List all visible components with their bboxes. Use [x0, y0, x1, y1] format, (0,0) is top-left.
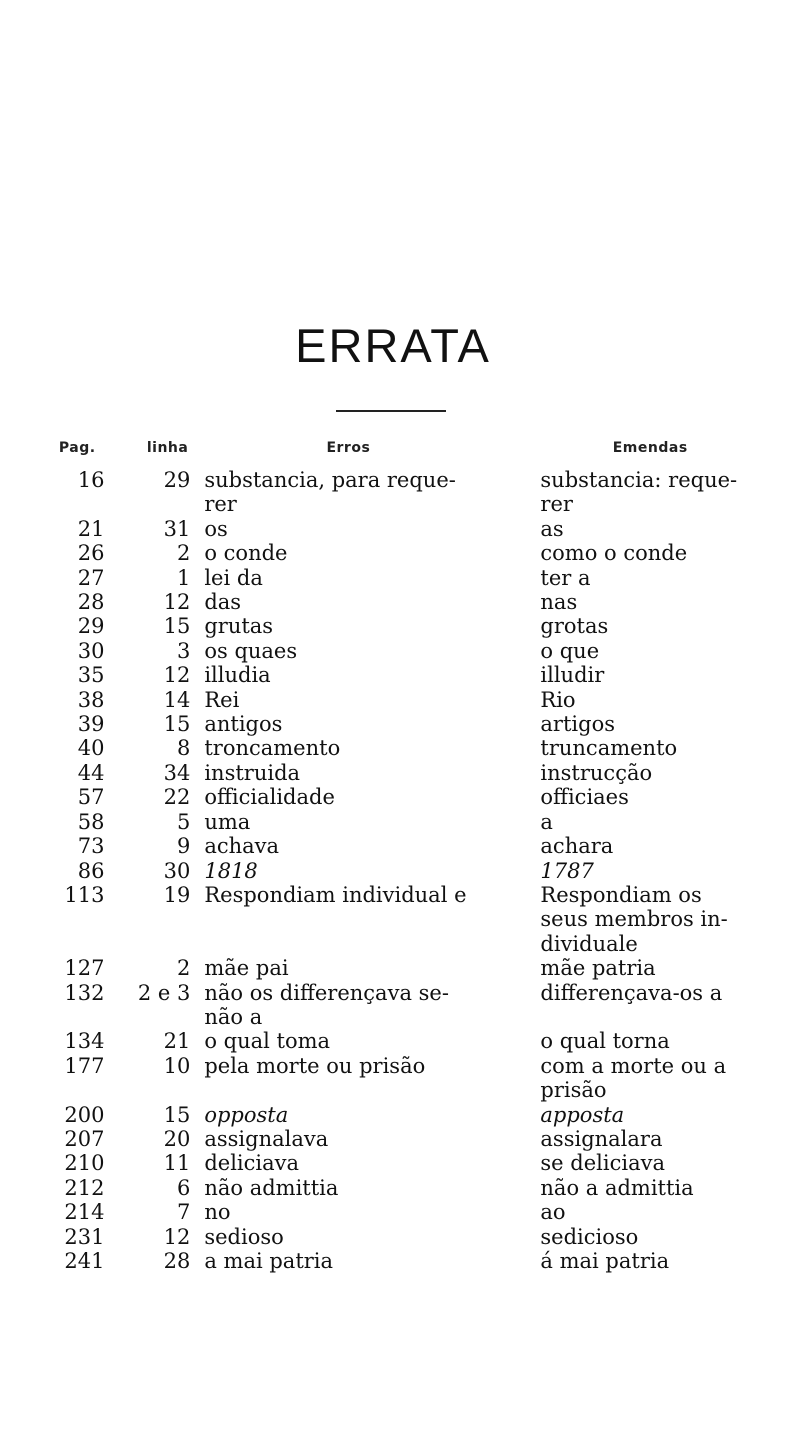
line-number: 3: [176, 638, 191, 663]
errata-row: [40, 1151, 800, 1175]
line-number: 34: [163, 760, 191, 785]
line-number: 19: [163, 882, 191, 907]
errata-row: [40, 834, 800, 858]
page-number: 214: [64, 1200, 105, 1225]
page-number: 21: [77, 516, 105, 541]
line-number: 31: [163, 516, 191, 541]
errata-row: [40, 981, 800, 1030]
page-number: 132: [64, 980, 105, 1005]
correction-text: não a admittia: [540, 1175, 694, 1200]
error-text: das: [204, 590, 242, 615]
page-number: 207: [64, 1126, 105, 1151]
line-number: 8: [176, 736, 191, 761]
page-number: 210: [64, 1151, 105, 1176]
error-text: antigos: [204, 712, 283, 737]
error-text: não os differençava se- não a: [204, 980, 449, 1029]
correction-text: mãe patria: [540, 956, 656, 981]
line-number: 22: [163, 785, 191, 810]
errata-header-row: [40, 440, 800, 468]
error-text: assignalava: [204, 1126, 329, 1151]
correction-text: officiaes: [540, 785, 629, 810]
errata-row: [40, 541, 800, 565]
errata-row: [40, 614, 800, 638]
correction-text: á mai patria: [540, 1249, 670, 1273]
error-text: officialidade: [204, 785, 335, 810]
correction-text: Respondiam os seus membros in- dividuale: [540, 882, 728, 956]
page-number: 86: [77, 858, 105, 883]
errata-row: [40, 859, 800, 883]
page-number: 16: [77, 468, 105, 492]
correction-text: illudir: [540, 663, 605, 688]
error-text: opposta: [204, 1102, 289, 1127]
error-text: sedioso: [204, 1224, 284, 1249]
line-number: 12: [163, 1224, 191, 1249]
errata-row: [40, 785, 800, 809]
correction-text: o qual torna: [540, 1029, 670, 1054]
error-text: o conde: [204, 541, 288, 566]
page-number: 212: [64, 1175, 105, 1200]
correction-text: apposta: [540, 1102, 625, 1127]
line-number: 29: [163, 468, 191, 492]
title-rule: [336, 410, 446, 412]
errata-row: [40, 712, 800, 736]
line-number: 7: [176, 1200, 191, 1225]
line-number: 30: [163, 858, 191, 883]
line-number: 1: [176, 565, 191, 590]
page-number: 58: [77, 809, 105, 834]
correction-text: com a morte ou a prisão: [540, 1053, 727, 1103]
page-number: 40: [77, 736, 105, 761]
page-number: 113: [64, 882, 105, 907]
line-number: 21: [163, 1029, 191, 1054]
page-number: 27: [77, 565, 105, 590]
header-pag: Pag.: [58, 440, 96, 456]
line-number: 15: [163, 614, 191, 639]
error-text: achava: [204, 834, 280, 859]
errata-row: [40, 883, 800, 956]
errata-row: [40, 688, 800, 712]
page-number: 35: [77, 663, 105, 688]
error-text: troncamento: [204, 736, 341, 761]
page-number: 73: [77, 834, 105, 859]
page-number: 241: [64, 1249, 105, 1273]
line-number: 9: [176, 834, 191, 859]
errata-row: [40, 761, 800, 785]
errata-table: [40, 440, 800, 1273]
correction-text: se deliciava: [540, 1151, 665, 1176]
error-text: pela morte ou prisão: [204, 1053, 426, 1078]
error-text: os: [204, 516, 228, 541]
line-number: 14: [163, 687, 191, 712]
correction-text: o que: [540, 638, 600, 663]
errata-row: [40, 810, 800, 834]
correction-text: sedicioso: [540, 1224, 639, 1249]
page-number: 134: [64, 1029, 105, 1054]
errata-row: [40, 1054, 800, 1103]
line-number: 11: [163, 1151, 191, 1176]
line-number: 12: [163, 663, 191, 688]
errata-body: [40, 468, 800, 1273]
correction-text: differençava-os a: [540, 980, 723, 1005]
errata-row: [40, 639, 800, 663]
error-text: mãe pai: [204, 956, 289, 981]
errata-row: [40, 1103, 800, 1127]
line-number: 28: [163, 1249, 191, 1273]
error-text: os quaes: [204, 638, 298, 663]
line-number: 20: [163, 1126, 191, 1151]
error-text: uma: [204, 809, 251, 834]
error-text: não admittia: [204, 1175, 339, 1200]
errata-row: [40, 1225, 800, 1249]
error-text: 1818: [204, 858, 258, 883]
line-number: 6: [176, 1175, 191, 1200]
page-number: 38: [77, 687, 105, 712]
header-linha: linha: [146, 440, 189, 456]
line-number: 10: [163, 1053, 191, 1078]
correction-text: como o conde: [540, 541, 688, 566]
page-title: ERRATA: [295, 319, 491, 372]
line-number: 2 e 3: [137, 980, 191, 1005]
correction-text: ter a: [540, 565, 591, 590]
line-number: 15: [163, 712, 191, 737]
errata-row: [40, 517, 800, 541]
correction-text: nas: [540, 590, 578, 615]
correction-text: assignalara: [540, 1126, 663, 1151]
correction-text: a: [540, 809, 553, 834]
errata-row: [40, 1249, 800, 1273]
page-number: 28: [77, 590, 105, 615]
line-number: 5: [176, 809, 191, 834]
line-number: 12: [163, 590, 191, 615]
page-number: 231: [64, 1224, 105, 1249]
error-text: a mai patria: [204, 1249, 334, 1273]
page-number: 44: [77, 760, 105, 785]
correction-text: grotas: [540, 614, 609, 639]
error-text: instruida: [204, 760, 301, 785]
page-number: 26: [77, 541, 105, 566]
page-number: 127: [64, 956, 105, 981]
page-number: 29: [77, 614, 105, 639]
page-number: 200: [64, 1102, 105, 1127]
line-number: 2: [176, 956, 191, 981]
error-text: Respondiam individual e: [204, 882, 467, 907]
page-number: 177: [64, 1053, 105, 1078]
page-number: 39: [77, 712, 105, 737]
error-text: illudia: [204, 663, 271, 688]
errata-row: [40, 736, 800, 760]
header-erros: Erros: [326, 440, 371, 456]
page-number: 30: [77, 638, 105, 663]
correction-text: ao: [540, 1200, 566, 1225]
error-text: substancia, para reque- rer: [204, 468, 456, 517]
header-emendas: Emendas: [612, 440, 688, 456]
correction-text: artigos: [540, 712, 615, 737]
errata-row: [40, 566, 800, 590]
errata-row: [40, 1200, 800, 1224]
errata-row: [40, 663, 800, 687]
errata-row: [40, 1127, 800, 1151]
error-text: grutas: [204, 614, 274, 639]
errata-row: [40, 956, 800, 980]
error-text: Rei: [204, 687, 240, 712]
correction-text: Rio: [540, 687, 576, 712]
correction-text: instrucção: [540, 760, 653, 785]
errata-row: [40, 468, 800, 517]
correction-text: as: [540, 516, 564, 541]
error-text: lei da: [204, 565, 263, 590]
error-text: no: [204, 1200, 231, 1225]
errata-row: [40, 1176, 800, 1200]
correction-text: truncamento: [540, 736, 678, 761]
error-text: deliciava: [204, 1151, 300, 1176]
correction-text: substancia: reque- rer: [540, 468, 738, 517]
line-number: 2: [176, 541, 191, 566]
errata-row: [40, 590, 800, 614]
line-number: 15: [163, 1102, 191, 1127]
error-text: o qual toma: [204, 1029, 331, 1054]
correction-text: 1787: [540, 858, 594, 883]
correction-text: achara: [540, 834, 614, 859]
page-number: 57: [77, 785, 105, 810]
errata-row: [40, 1029, 800, 1053]
